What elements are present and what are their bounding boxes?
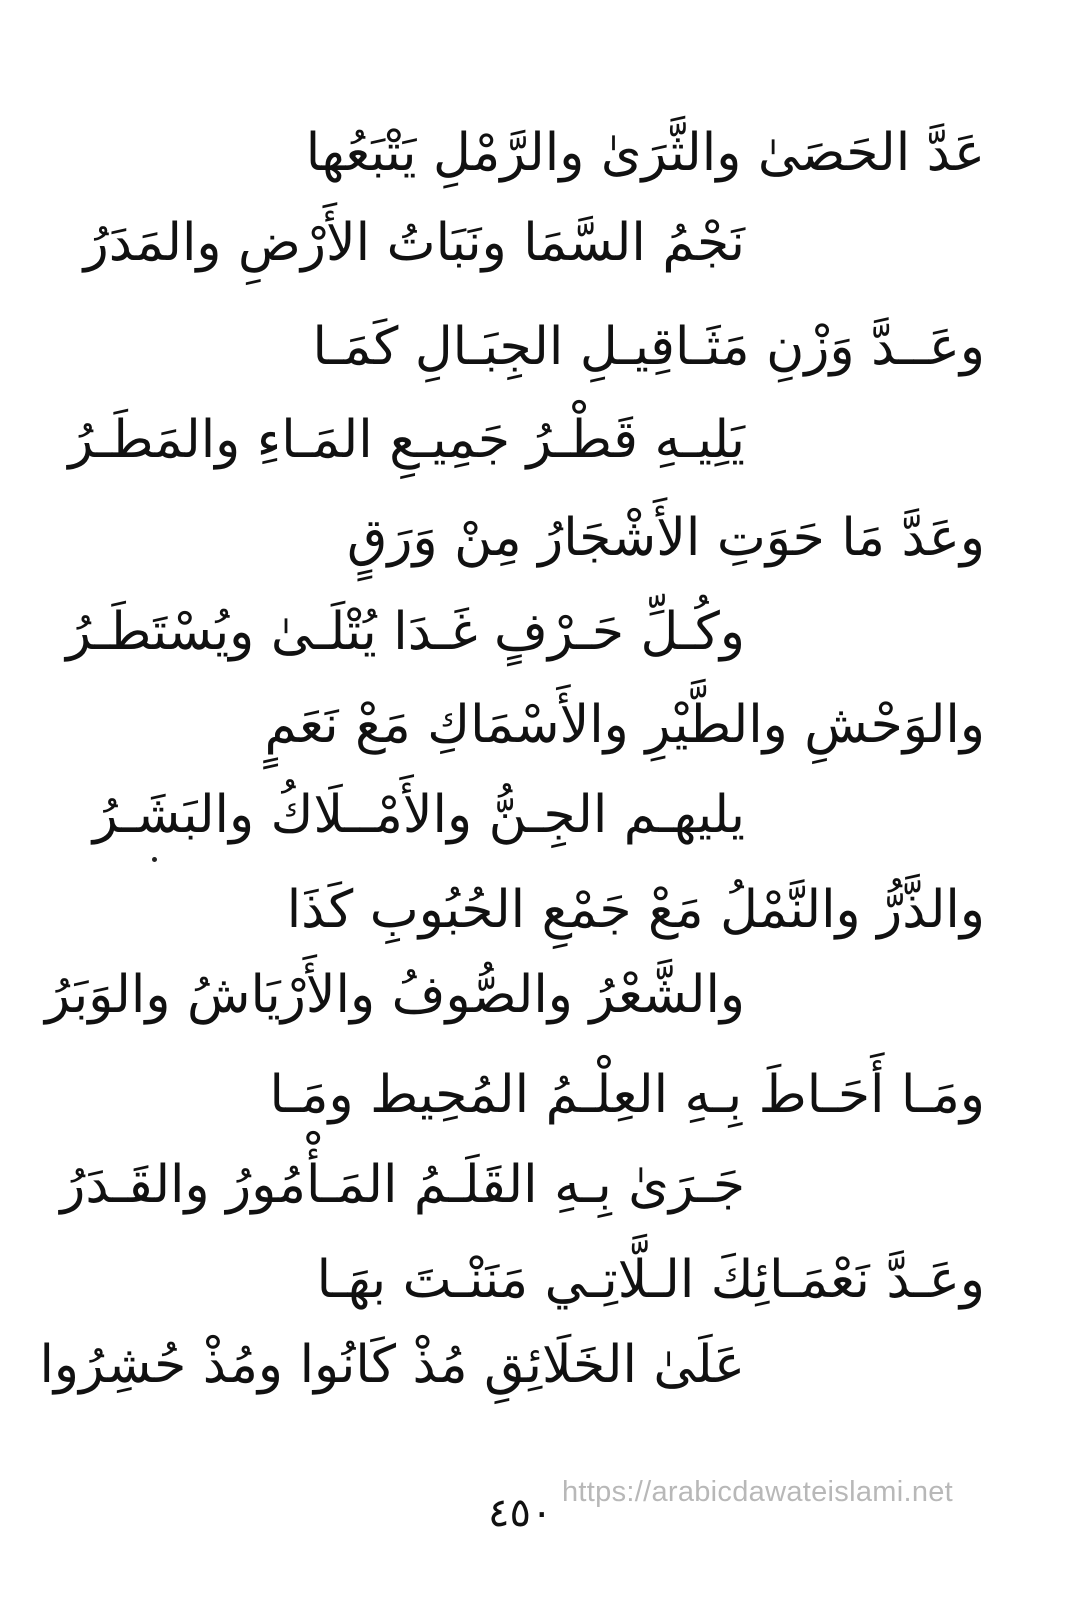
verse-line-14: عَلَىٰ الخَلَائِقِ مُذْ كَانُوا ومُذْ حُشِرُوا <box>39 1335 745 1395</box>
verse-line-11: ومَـا أَحَـاطَ بِـهِ العِلْـمُ المُحِيط ومَـا <box>269 1065 985 1125</box>
verse-line-7: والوَحْشِ والطَّيْرِ والأَسْمَاكِ مَعْ نَعَمٍ <box>264 695 985 755</box>
verse-line-8: يليهـم الجِـنُّ والأَمْــلَاكُ والبَشَـرُ <box>92 785 745 845</box>
verse-line-9: والذَّرُّ والنَّمْلُ مَعْ جَمْعِ الحُبُوبِ كَذَا <box>286 880 985 940</box>
website-watermark: https://arabicdawateislami.net <box>562 1476 954 1508</box>
verse-line-3: وعَــدَّ وَزْنِ مَثَـاقِيـلِ الجِبَـالِ كَمَـا <box>312 317 985 377</box>
verse-line-13: وعَـدَّ نَعْمَـائِكَ الـلَّاتِـي مَنَنْـتَ بهَـا <box>316 1250 985 1310</box>
stray-ink-dot <box>152 857 157 862</box>
page-number: ٤٥٠ <box>488 1490 553 1536</box>
verse-line-4: يَلِيـهِ قَطْـرُ جَمِيـعِ المَـاءِ والمَطَـرُ <box>68 410 745 470</box>
verse-line-6: وكُـلِّ حَـرْفٍ غَـدَا يُتْلَـىٰ ويُسْتَطَـرُ <box>66 602 745 662</box>
verse-line-10: والشَّعْرُ والصُّوفُ والأَرْيَاشُ والوَبَرُ <box>45 965 745 1025</box>
verse-line-1: عَدَّ الحَصَىٰ والثَّرَىٰ والرَّمْلِ يَتْبَعُها <box>305 123 985 183</box>
verse-line-2: نَجْمُ السَّمَا ونَبَاتُ الأَرْضِ والمَدَرُ <box>83 213 745 273</box>
verse-line-12: جَـرَىٰ بِـهِ القَلَـمُ المَـأْمُورُ والقَـدَرُ <box>60 1155 745 1215</box>
verse-line-5: وعَدَّ مَا حَوَتِ الأَشْجَارُ مِنْ وَرَقٍ <box>347 508 985 568</box>
